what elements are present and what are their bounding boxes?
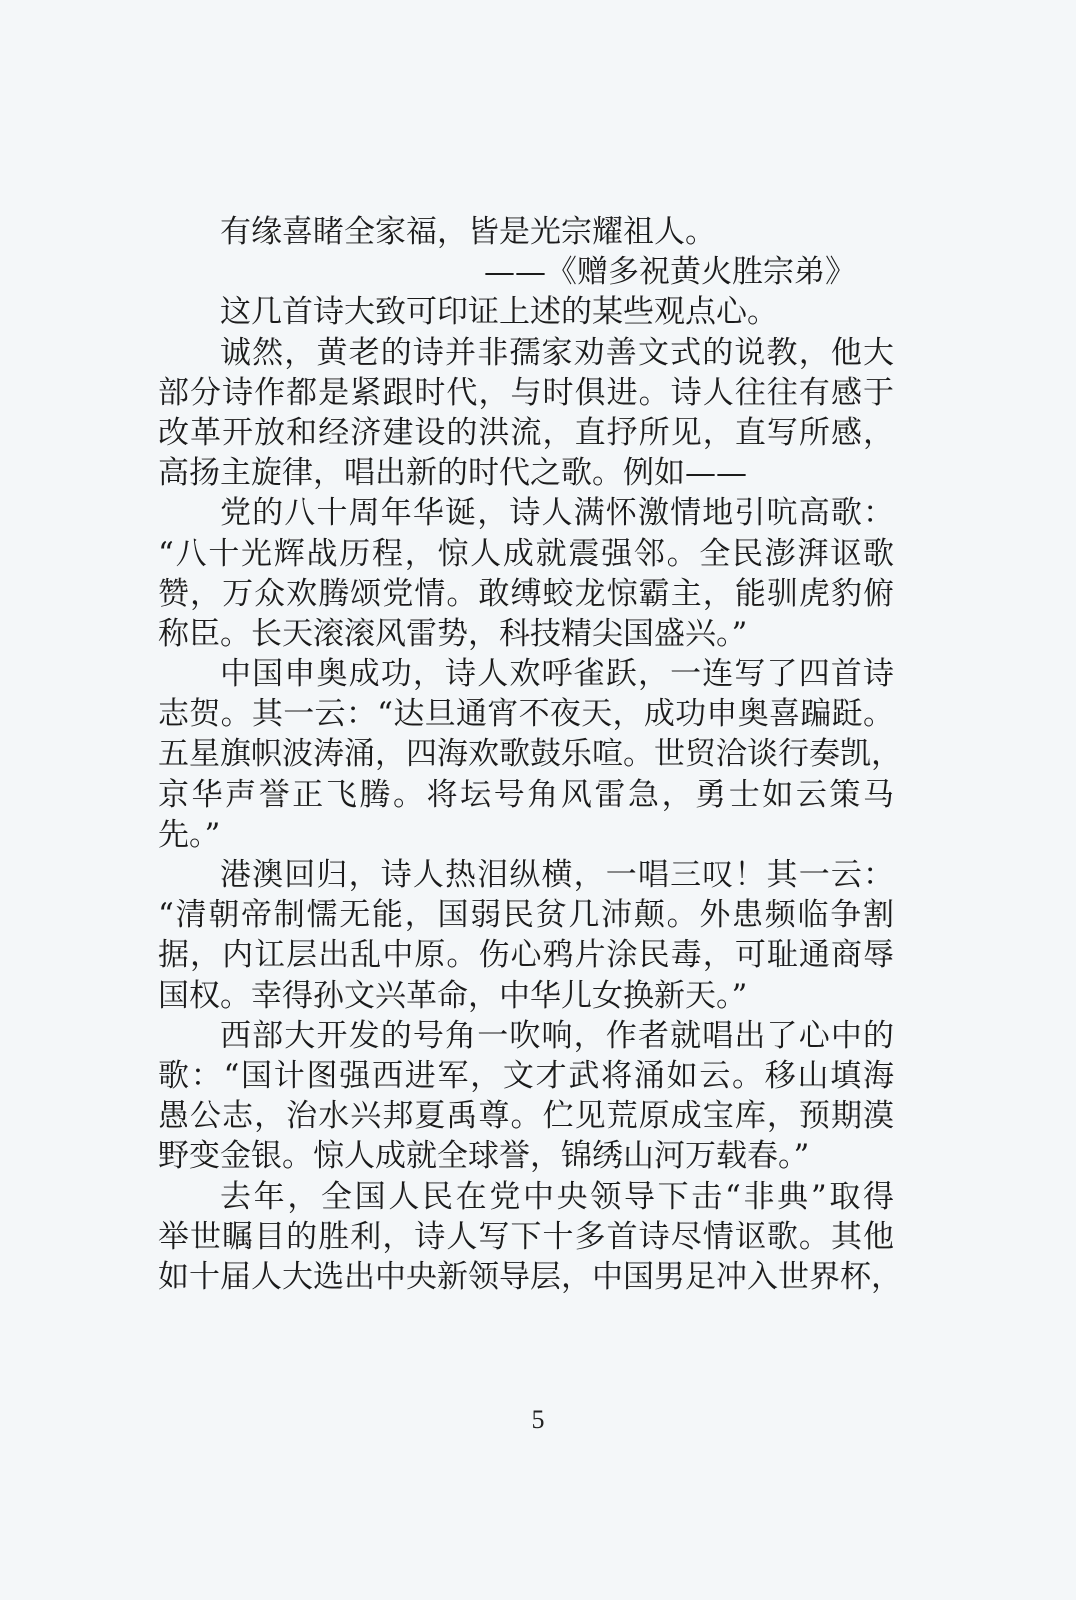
text-line: “八十光辉战历程，惊人成就震强邻。全民澎湃讴歌: [158, 535, 894, 572]
text-line: 改革开放和经济建设的洪流，直抒所见，直写所感，: [158, 414, 894, 451]
text-line: 高扬主旋律，唱出新的时代之歌。例如——: [158, 455, 747, 492]
text-line: 党的八十周年华诞，诗人满怀激情地引吭高歌：: [220, 495, 894, 532]
text-line: 这几首诗大致可印证上述的某些观点心。: [220, 294, 778, 331]
text-line: 国权。幸得孙文兴革命，中华儿女换新天。”: [158, 977, 748, 1014]
text-line: “清朝帝制懦无能，国弱民贫几沛颠。外患频临争割: [158, 897, 894, 934]
text-line: 志贺。其一云：“达旦通宵不夜天，成功申奥喜蹁跹。: [158, 696, 894, 733]
page-number: 5: [531, 1405, 545, 1434]
text-line: 举世瞩目的胜利，诗人写下十多首诗尽情讴歌。其他: [158, 1218, 894, 1255]
body-text: [158, 212, 902, 1297]
text-line: 愚公志，治水兴邦夏禹尊。伫见荒原成宝库，预期漠: [158, 1098, 894, 1135]
text-line: 京华声誉正飞腾。将坛号角风雷急，勇士如云策马: [158, 776, 894, 813]
text-line: 西部大开发的号角一吹响，作者就唱出了心中的: [220, 1017, 894, 1054]
text-line: 诚然，黄老的诗并非孺家劝善文式的说教，他大: [220, 334, 894, 371]
text-line: 歌：“国计图强西进军，文才武将涌如云。移山填海: [158, 1057, 894, 1094]
text-line: 如十届人大选出中央新领导层，中国男足冲入世界杯，: [158, 1258, 902, 1295]
text-line: 先。”: [158, 816, 221, 853]
text-line: 据，内讧层出乱中原。伤心鸦片涂民毒，可耻通商辱: [158, 937, 894, 974]
text-line: 野变金银。惊人成就全球誉，锦绣山河万载春。”: [158, 1138, 810, 1175]
text-line: 部分诗作都是紧跟时代，与时俱进。诗人往往有感于: [158, 374, 894, 411]
poem-attribution: ——《赠多祝黄火胜宗弟》: [484, 254, 856, 291]
text-line: 称臣。长天滚滚风雷势，科技精尖国盛兴。”: [158, 615, 748, 652]
text-line: 港澳回归，诗人热泪纵横，一唱三叹！其一云：: [220, 857, 894, 893]
text-line: 中国申奥成功，诗人欢呼雀跃，一连写了四首诗: [220, 656, 894, 693]
text-line: 赞，万众欢腾颂党情。敢缚蛟龙惊霸主，能驯虎豹俯: [158, 575, 894, 612]
text-line: 五星旗帜波涛涌，四海欢歌鼓乐喧。世贸洽谈行奏凯，: [158, 736, 902, 773]
text-line: 去年，全国人民在党中央领导下击“非典”取得: [220, 1178, 894, 1215]
poem-line: 有缘喜睹全家福，皆是光宗耀祖人。: [220, 214, 716, 250]
